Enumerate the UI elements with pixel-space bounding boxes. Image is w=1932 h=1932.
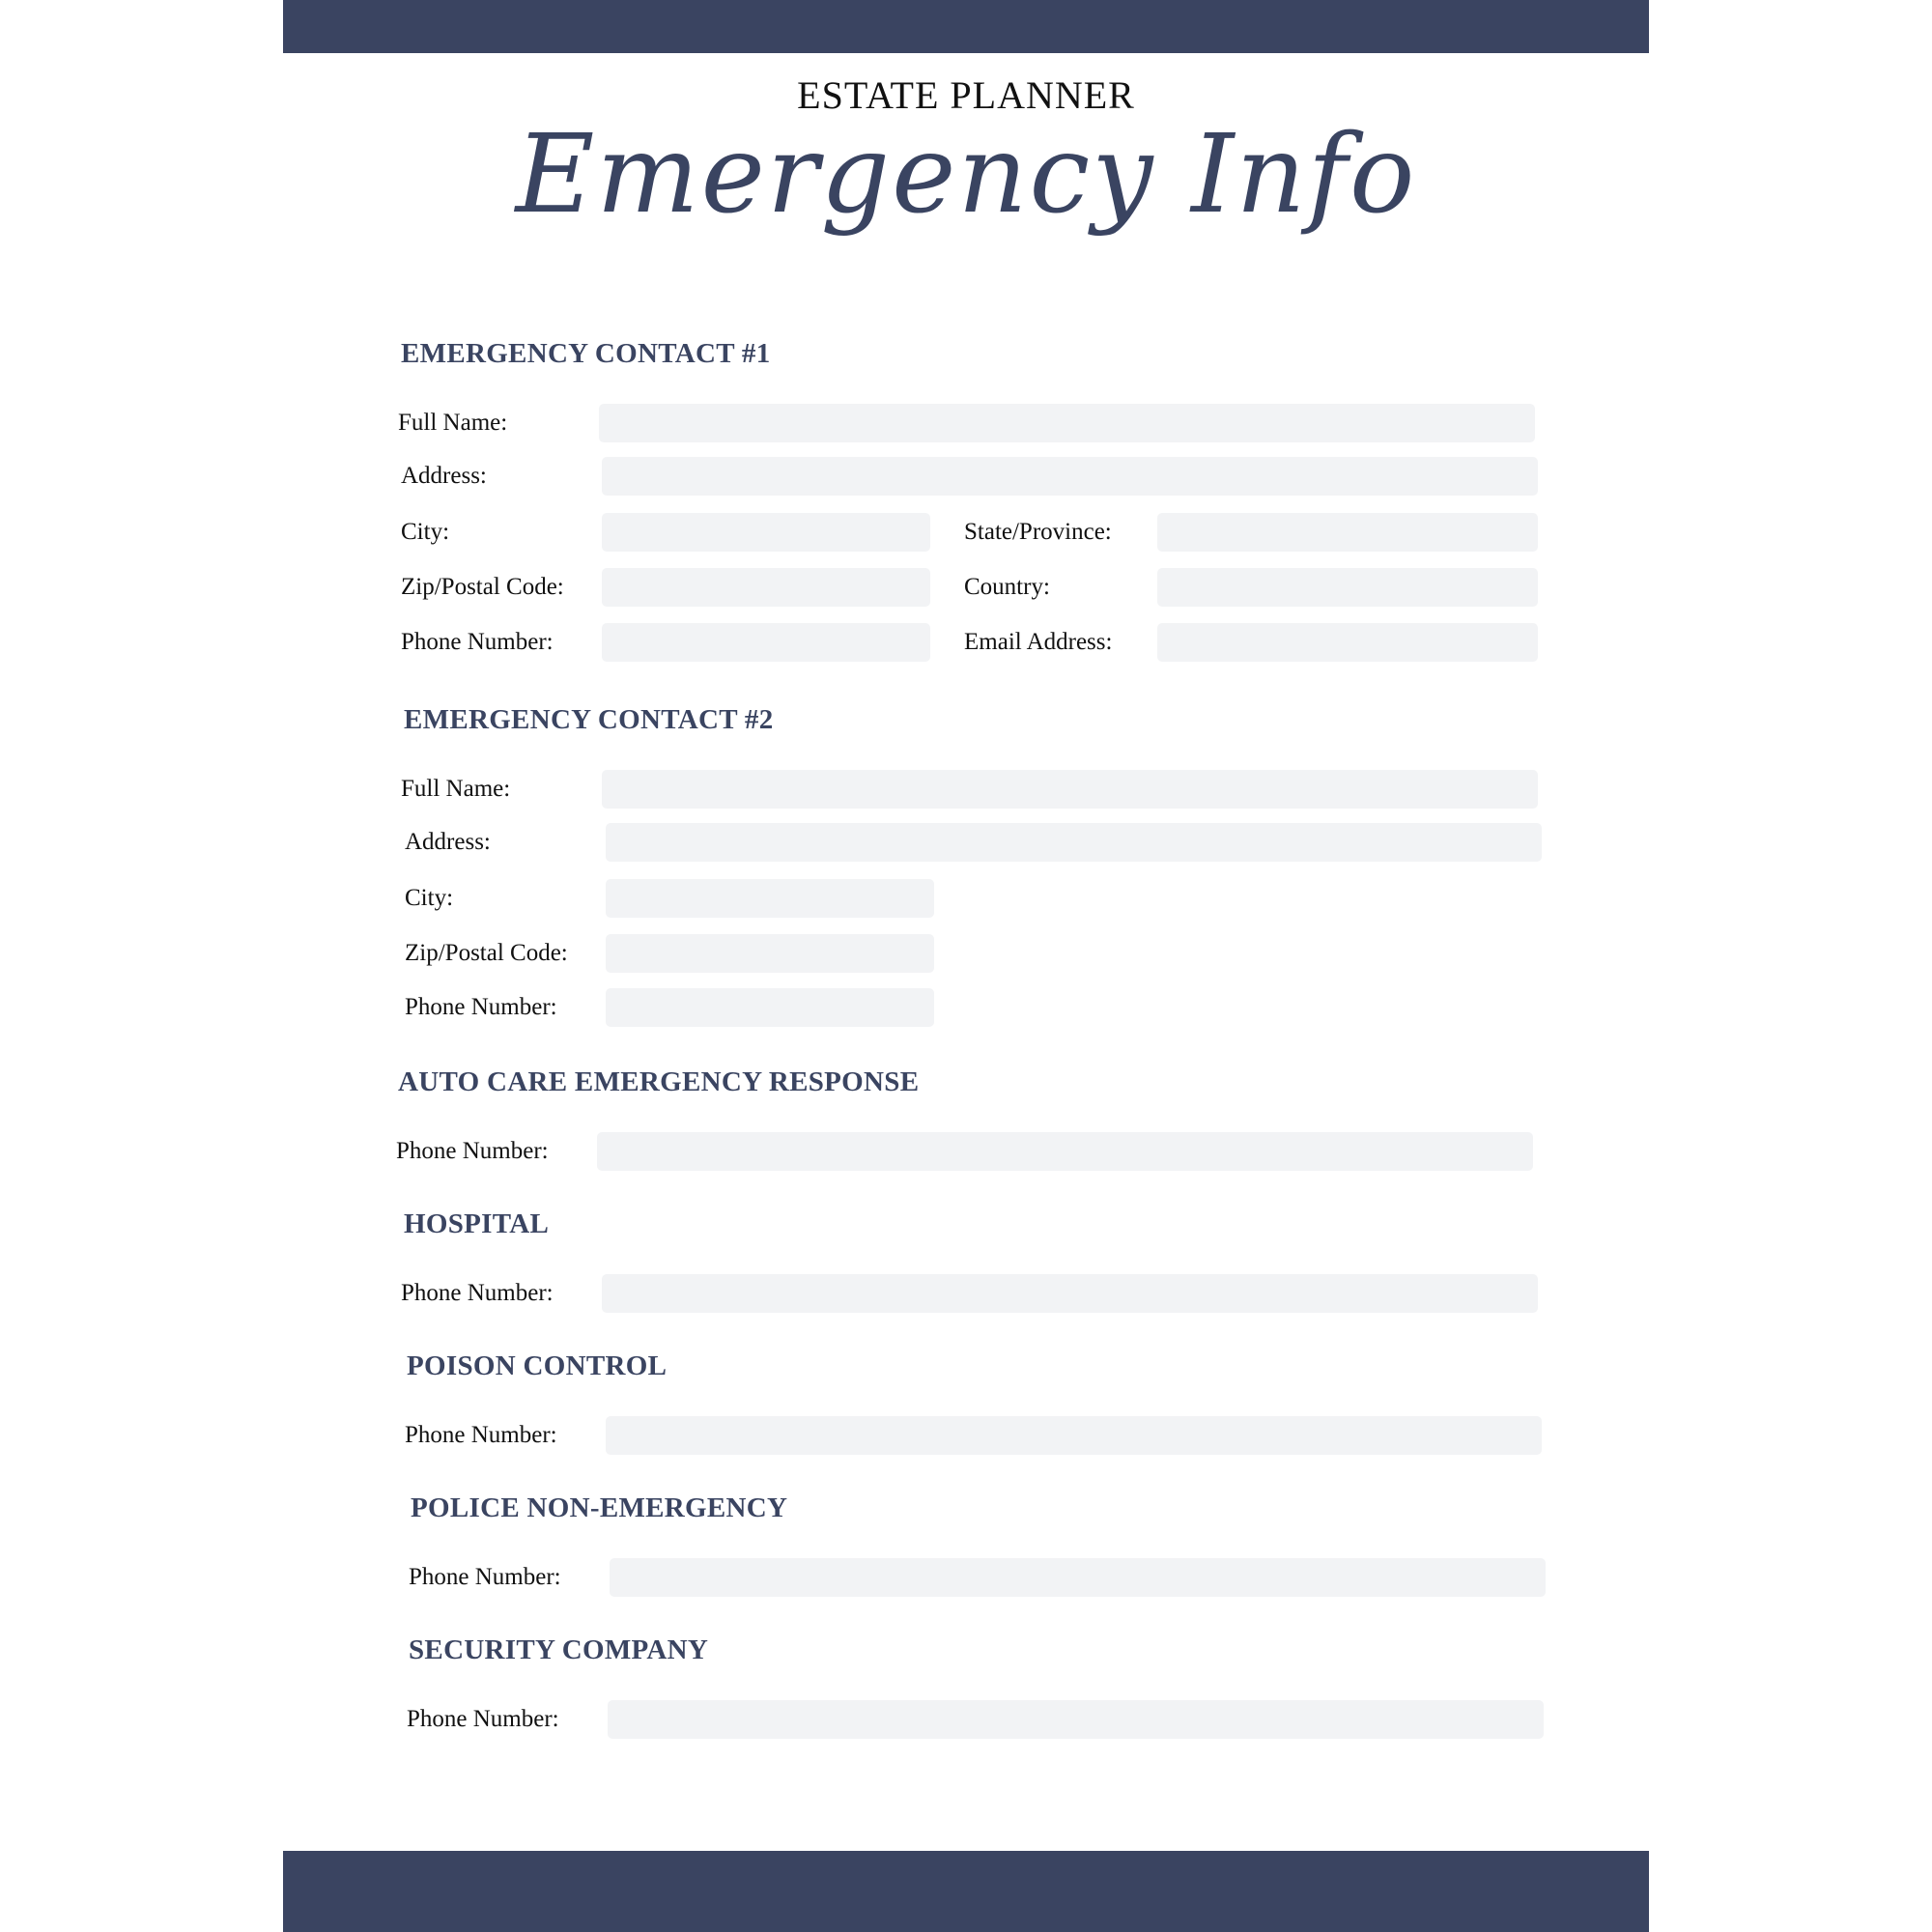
hospital-phone-label: Phone Number:	[401, 1280, 554, 1306]
contact2-address-label: Address:	[405, 829, 491, 855]
contact1-zip-field[interactable]	[602, 568, 930, 607]
section-heading-auto: AUTO CARE EMERGENCY RESPONSE	[398, 1066, 920, 1097]
section-heading-security: SECURITY COMPANY	[409, 1634, 709, 1665]
contact2-city-label: City:	[405, 885, 454, 911]
poison-phone-label: Phone Number:	[405, 1422, 557, 1448]
contact1-email-field[interactable]	[1157, 623, 1538, 662]
auto-phone-field[interactable]	[597, 1132, 1533, 1171]
contact1-full-name-label: Full Name:	[398, 410, 508, 436]
contact2-zip-label: Zip/Postal Code:	[405, 940, 568, 966]
poison-phone-field[interactable]	[606, 1416, 1542, 1455]
security-phone-label: Phone Number:	[407, 1706, 559, 1732]
contact1-city-label: City:	[401, 519, 450, 545]
contact1-address-label: Address:	[401, 463, 487, 489]
contact2-full-name-label: Full Name:	[401, 776, 511, 802]
section-heading-police: POLICE NON-EMERGENCY	[411, 1492, 788, 1523]
section-heading-contact1: EMERGENCY CONTACT #1	[401, 338, 771, 369]
contact1-zip-label: Zip/Postal Code:	[401, 574, 564, 600]
security-phone-field[interactable]	[608, 1700, 1544, 1739]
contact1-state-field[interactable]	[1157, 513, 1538, 552]
planner-supertitle: ESTATE PLANNER	[797, 73, 1135, 117]
top-band	[283, 0, 1649, 53]
contact1-email-label: Email Address:	[964, 629, 1113, 655]
contact2-phone-label: Phone Number:	[405, 994, 557, 1020]
auto-phone-label: Phone Number:	[396, 1138, 549, 1164]
contact2-address-field[interactable]	[606, 823, 1542, 862]
police-phone-label: Phone Number:	[409, 1564, 561, 1590]
page-title: Emergency Info	[515, 112, 1417, 238]
section-heading-poison: POISON CONTROL	[407, 1350, 668, 1381]
contact1-state-label: State/Province:	[964, 519, 1112, 545]
section-heading-hospital: HOSPITAL	[404, 1208, 550, 1239]
bottom-band	[283, 1851, 1649, 1932]
hospital-phone-field[interactable]	[602, 1274, 1538, 1313]
contact1-country-field[interactable]	[1157, 568, 1538, 607]
police-phone-field[interactable]	[610, 1558, 1546, 1597]
contact1-address-field[interactable]	[602, 457, 1538, 496]
contact1-country-label: Country:	[964, 574, 1050, 600]
contact2-full-name-field[interactable]	[602, 770, 1538, 809]
contact2-phone-field[interactable]	[606, 988, 934, 1027]
contact1-phone-label: Phone Number:	[401, 629, 554, 655]
planner-page	[283, 0, 1649, 1932]
contact1-phone-field[interactable]	[602, 623, 930, 662]
section-heading-contact2: EMERGENCY CONTACT #2	[404, 704, 774, 735]
contact1-city-field[interactable]	[602, 513, 930, 552]
contact1-full-name-field[interactable]	[599, 404, 1535, 442]
contact2-city-field[interactable]	[606, 879, 934, 918]
contact2-zip-field[interactable]	[606, 934, 934, 973]
